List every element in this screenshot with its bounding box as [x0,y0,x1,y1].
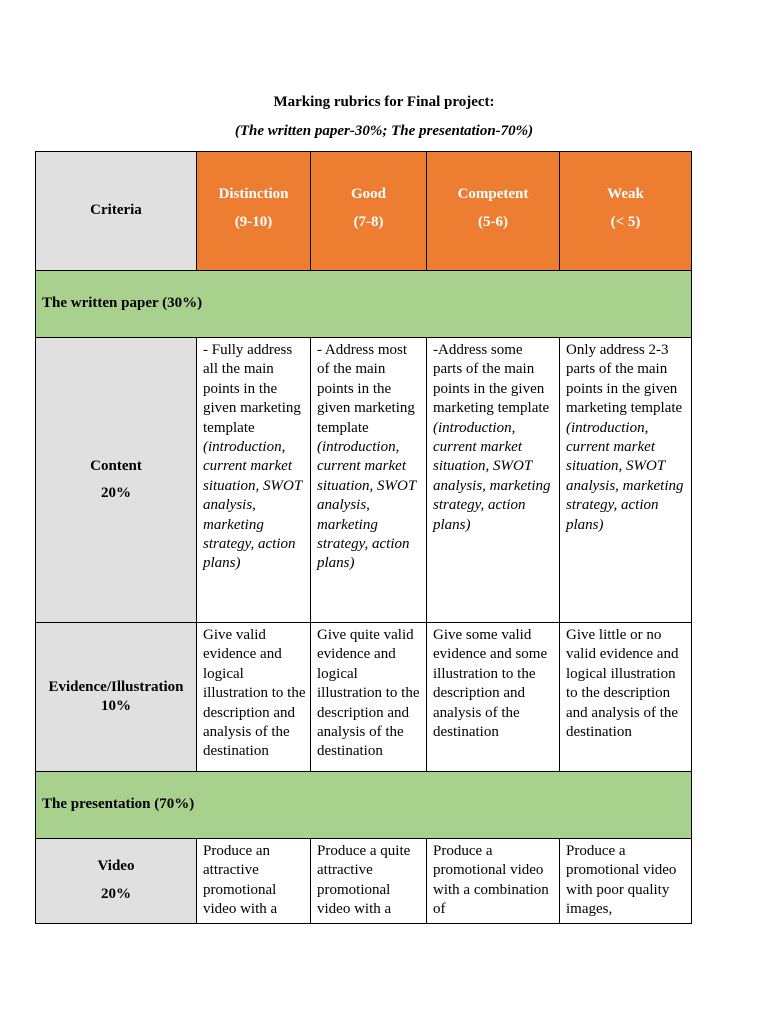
criterion-name: Video [97,858,135,875]
criterion-row-video [36,839,692,924]
criterion-evidence [36,623,197,772]
document-title: Marking rubrics for Final project: [273,94,495,110]
criterion-weight: 20% [101,885,131,902]
descriptor-cell [427,338,560,623]
descriptor-italic-note: (introduction, current market situation, SWOT analysis, marketing strategy, action plans) [203,439,302,572]
descriptor-text: - Address most of the main points in the given marketing template [317,342,415,436]
level-name: Weak [607,186,644,202]
level-name: Distinction [218,186,289,202]
level-header-competent [427,152,560,271]
level-header-weak [560,152,692,271]
level-header-distinction [197,152,311,271]
descriptor-cell: Give some valid evidence and some illustration to the description and analysis of the destination [427,623,560,772]
level-range: (< 5) [610,214,641,231]
criterion-name: Evidence/Illustration [48,678,184,695]
descriptor-cell: Produce a promotional video with a combination of [427,839,560,924]
section-title: The presentation (70%) [36,772,692,839]
level-range: (5-6) [478,214,508,231]
descriptor-cell [311,338,427,623]
criterion-weight: 20% [101,485,131,501]
criterion-weight: 10% [101,698,131,714]
section-row-presentation [36,772,692,839]
descriptor-cell: Give valid evidence and logical illustration to the description and analysis of the destination [197,623,311,772]
descriptor-cell: Produce a quite attractive promotional video with a [311,839,427,924]
section-row-written-paper [36,271,692,338]
descriptor-cell: Produce a promotional video with poor quality images, [560,839,692,924]
criterion-row-evidence [36,623,692,772]
rubric-table [35,151,692,924]
level-header-good [311,152,427,271]
descriptor-cell [560,338,692,623]
descriptor-cell: Give quite valid evidence and logical illustration to the description and analysis of the destination [311,623,427,772]
level-name: Competent [457,186,529,202]
descriptor-text: -Address some parts of the main points in the given marketing template [433,342,550,417]
descriptor-text: - Fully address all the main points in the given marketing template [203,342,301,436]
descriptor-italic-note: (introduction, current market situation, SWOT analysis, marketing strategy, action plans) [317,439,416,572]
document-subtitle: (The written paper-30%; The presentation-70%) [234,123,534,139]
descriptor-cell: Give little or no valid evidence and logical illustration to the description and analysis of the destination [560,623,692,772]
criteria-header: Criteria [36,152,197,271]
criterion-name: Content [90,457,142,474]
header-row [36,152,692,271]
level-range: (7-8) [353,214,384,231]
section-title: The written paper (30%) [36,271,692,338]
level-name: Good [350,186,386,202]
descriptor-text: Only address 2-3 parts of the main points in the given marketing template [566,342,683,417]
criterion-row-content [36,338,692,623]
descriptor-italic-note: (introduction, current market situation, SWOT analysis, marketing strategy, action plans) [566,419,684,533]
descriptor-italic-note: (introduction, current market situation, SWOT analysis, marketing strategy, action plans) [433,419,551,533]
descriptor-cell [197,338,311,623]
criterion-content [36,338,197,623]
level-range: (9-10) [234,214,273,231]
criterion-video [36,839,197,924]
descriptor-cell: Produce an attractive promotional video with a [197,839,311,924]
